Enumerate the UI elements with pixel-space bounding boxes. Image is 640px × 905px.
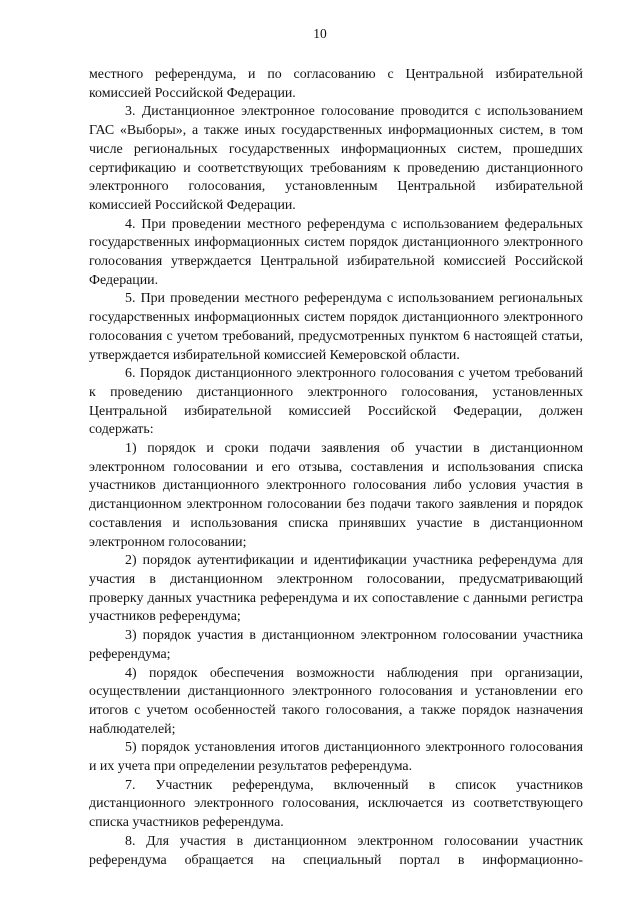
paragraph-subclause-1: 1) порядок и сроки подачи заявления об участии в дистанционном электронном голосовании и его отзыва, составления и использования списка участников дистанционного электронного голосования либо условия участия в дистанционном электронном голосовании без подачи такого заявления и порядок составления и использования списка принявших участие в дистанционном электронном голосовании; (89, 441, 583, 550)
paragraph-subclause-3: 3) порядок участия в дистанционном электронном голосовании участника референдума; (89, 628, 583, 662)
paragraph-continuation: местного референдума, и по согласованию с Центральной избирательной комиссией Российской Федерации. (89, 67, 583, 101)
paragraph-clause-3: 3. Дистанционное электронное голосование проводится с использованием ГАС «Выборы», а также иных государственных информационных систем, в том числе региональных государственных информационных систем, прошедших сертификацию и соответствующих требованиям к проведению дистанционного электронного голосования, установленным Центральной избирательной комиссией Российской Федерации. (89, 104, 583, 213)
paragraph-subclause-5: 5) порядок установления итогов дистанционного электронного голосования и их учета при определении результатов референдума. (89, 740, 583, 775)
page-number: 10 (313, 26, 327, 41)
paragraph-clause-6: 6. Порядок дистанционного электронного голосования с учетом требований к проведению дистанционного электронного голосования, установленных Центральной избирательной комиссией Российской Федерации, должен содержать: (89, 366, 583, 438)
paragraph-clause-8: 8. Для участия в дистанционном электронном голосовании участник референдума обращается на специальный портал в информационно- (89, 833, 583, 868)
paragraph-subclause-2: 2) порядок аутентификации и идентификации участника референдума для участия в дистанционном электронном голосовании, предусматривающий проверку данных участника референдума и их сопоставление с данными регистра участников референдума; (89, 553, 583, 625)
paragraph-clause-4: 4. При проведении местного референдума с использованием федеральных государственных информационных систем порядок дистанционного электронного голосования утверждается Центральной избирательной комиссией Российской Федерации. (89, 216, 583, 288)
paragraph-subclause-4: 4) порядок обеспечения возможности наблюдения при организации, осуществлении дистанционного электронного голосования и установлении его итогов с учетом особенностей такого голосования, а также порядок назначения наблюдателей; (89, 665, 583, 737)
document-body (89, 66, 583, 870)
paragraph-clause-5: 5. При проведении местного референдума с использованием региональных государственных информационных систем порядок дистанционного электронного голосования с учетом требований, предусмотренных пунктом 6 настоящей статьи, утверждается избирательной комиссией Кемеровской области. (89, 291, 583, 363)
paragraph-clause-7: 7. Участник референдума, включенный в список участников дистанционного электронного голосования, исключается из соответствующего списка участников референдума. (89, 777, 583, 831)
